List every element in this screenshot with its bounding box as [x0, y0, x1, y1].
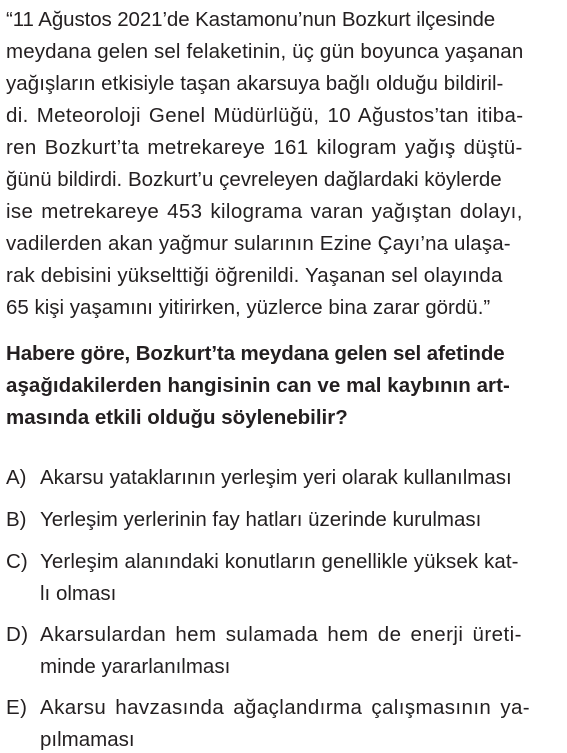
option-letter: A)	[6, 466, 27, 489]
option-letter: C)	[6, 550, 28, 573]
option-letter: E)	[6, 696, 28, 719]
passage-line: ren Bozkurt’ta metrekareye 161 kilogram yağış düştü-	[6, 136, 523, 159]
passage-line: yağışların etkisiyle taşan akarsuya bağlı olduğu bildiril-	[6, 72, 504, 95]
option-letter: D)	[6, 623, 29, 646]
question-line: masında etkili olduğu söylenebilir?	[6, 406, 348, 429]
option-text: Akarsulardan hem sulamada hem de enerji üreti-	[40, 623, 522, 646]
option-e[interactable]	[6, 696, 530, 720]
option-e-continuation	[6, 728, 135, 752]
option-text: pılmaması	[40, 728, 135, 751]
option-text: lı olması	[40, 582, 117, 605]
passage-line: vadilerden akan yağmur sularının Ezine Çayı’na ulaşa-	[6, 232, 511, 255]
passage-line: rak debisini yükselttiği öğrenildi. Yaşanan sel olayında	[6, 264, 503, 287]
passage-line: meydana gelen sel felaketinin, üç gün boyunca yaşanan	[6, 40, 524, 63]
option-text: Akarsu havzasında ağaçlandırma çalışmasının ya-	[40, 696, 530, 719]
option-text: Akarsu yataklarının yerleşim yeri olarak kullanılması	[40, 466, 512, 489]
option-text: Yerleşim alanındaki konutların genellikle yüksek kat-	[40, 550, 519, 573]
option-text: minde yararlanılması	[40, 655, 231, 678]
option-a[interactable]	[6, 466, 512, 490]
passage-line: di. Meteoroloji Genel Müdürlüğü, 10 Ağustos’tan itiba-	[6, 104, 524, 127]
option-d-continuation	[6, 655, 230, 679]
passage-line: ğünü bildirdi. Bozkurt’u çevreleyen dağlardaki köylerde	[6, 168, 502, 191]
option-b[interactable]	[6, 508, 481, 532]
question-line: aşağıdakilerden hangisinin can ve mal kaybının art-	[6, 374, 510, 397]
option-text: Yerleşim yerlerinin fay hatları üzerinde kurulması	[40, 508, 482, 531]
passage-line: 65 kişi yaşamını yitirirken, yüzlerce bina zarar gördü.”	[6, 296, 491, 319]
option-letter: B)	[6, 508, 27, 531]
passage-line: ise metrekareye 453 kilograma varan yağıştan dolayı,	[6, 200, 523, 223]
option-c-continuation	[6, 582, 116, 606]
option-c[interactable]	[6, 550, 519, 574]
option-d[interactable]	[6, 623, 522, 647]
passage-line: “11 Ağustos 2021’de Kastamonu’nun Bozkurt ilçesinde	[6, 8, 496, 31]
question-line: Habere göre, Bozkurt’ta meydana gelen sel afetinde	[6, 342, 505, 365]
